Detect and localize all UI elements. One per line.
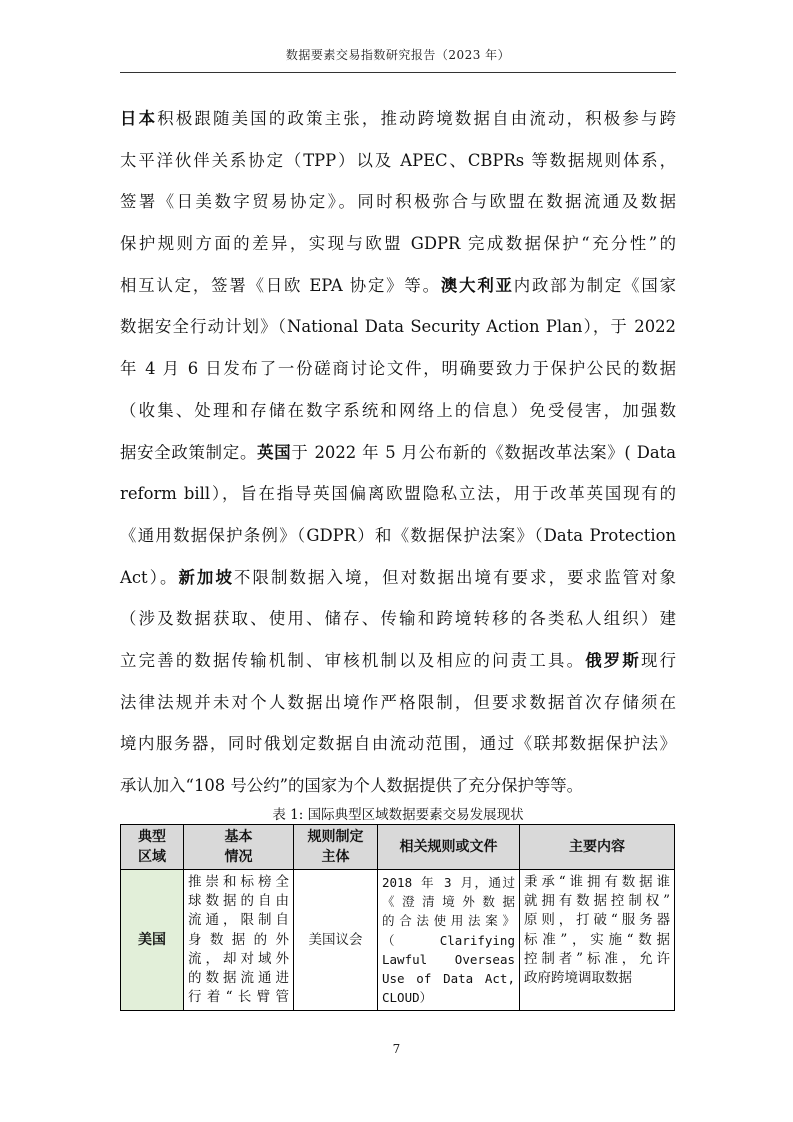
text-line: [120, 140, 676, 182]
cell-line: 流，却对域外: [188, 950, 289, 967]
cell-maker: 美国议会: [294, 870, 378, 1011]
column-header-line: 规则制定: [307, 829, 364, 845]
body-paragraph: [120, 98, 676, 807]
text-line: [120, 723, 676, 765]
column-header-line: 典型: [138, 829, 166, 845]
cell-line: 的数据流通进: [188, 970, 289, 987]
table-row: [121, 870, 675, 1011]
text-segment: 相互认定，签署《日欧 EPA 协定》等。: [120, 275, 441, 295]
data-table: [120, 824, 675, 1011]
text-segment: 数据安全行动计划》（National Data Security Action Plan），于 2022: [120, 317, 676, 337]
text-segment: 于 2022 年 5 月公布新的《数据改革法案》( Data: [291, 442, 677, 462]
country-name: 俄罗斯: [585, 650, 642, 670]
cell-line: Use of Data Act,: [382, 971, 515, 987]
text-line: [120, 765, 676, 807]
text-segment: 现行: [641, 650, 677, 670]
text-line: [120, 265, 676, 307]
column-header: [294, 825, 378, 870]
cell-line: 秉承“谁拥有数据谁: [524, 874, 670, 890]
country-name: 日本: [120, 109, 158, 128]
column-header-line: 区域: [138, 849, 166, 865]
column-header-line: 基本: [224, 829, 253, 845]
text-line: [120, 432, 676, 474]
text-segment: 太平洋伙伴关系协定（TPP）以及 APEC、CBPRs 等数据规则体系，: [120, 150, 676, 170]
cell-line: 的合法使用法案》: [382, 913, 515, 929]
text-segment: （收集、处理和存储在数字系统和网络上的信息）免受侵害，加强数: [120, 400, 676, 420]
text-segment: 《通用数据保护条例》（GDPR）和《数据保护法案》（Data Protection: [120, 525, 676, 545]
text-line: [120, 348, 676, 390]
cell-situation: [184, 870, 294, 1011]
text-line: [120, 473, 676, 515]
cell-line: 推崇和标榜全: [188, 874, 289, 890]
text-line: [120, 306, 676, 348]
country-name: 新加坡: [178, 567, 235, 587]
table-caption: 表 1: 国际典型区域数据要素交易发展现状: [272, 807, 524, 823]
column-header: [184, 825, 294, 870]
text-line: [120, 557, 676, 599]
text-line: [120, 682, 676, 724]
text-segment: 年 4 月 6 日发布了一份磋商讨论文件，明确要致力于保护公民的数据: [120, 359, 676, 379]
text-segment: 法律法规并未对个人数据出境作严格限制，但要求数据首次存储须在: [120, 692, 676, 712]
cell-line: 标准”，实施“数据: [524, 931, 670, 948]
text-segment: 境内服务器，同时俄划定数据自由流动范围，通过《联邦数据保护法》: [120, 734, 676, 754]
cell-region: 美国: [121, 870, 184, 1011]
cell-line: （ Clarifying: [382, 932, 515, 948]
cell-line: 身数据的外: [188, 931, 289, 948]
cell-line: 《澄清境外数据: [382, 894, 515, 910]
country-name: 英国: [257, 442, 292, 462]
text-segment: 不限制数据入境，但对数据出境有要求，要求监管对象: [234, 567, 677, 587]
cell-line: 2018 年 3 月，通过: [382, 875, 515, 890]
cell-line: 原则，打破“服务器: [524, 912, 670, 929]
text-line: [120, 181, 676, 223]
text-line: [120, 640, 676, 682]
text-line: [120, 98, 676, 140]
text-segment: 内政部为制定《国家: [513, 275, 677, 295]
text-line: [120, 223, 676, 265]
cell-line: 行着“长臂管: [188, 989, 289, 1006]
header-divider: [120, 72, 676, 73]
text-line: [120, 515, 676, 557]
cell-line: CLOUD）: [382, 990, 433, 1006]
text-segment: 积极跟随美国的政策主张，推动跨境数据自由流动，积极参与跨: [157, 109, 677, 128]
table-header-row: [121, 825, 675, 870]
page-header: 数据要素交易指数研究报告（2023 年）: [285, 48, 511, 62]
text-segment: 立完善的数据传输机制、审核机制以及相应的问责工具。: [120, 650, 586, 670]
cell-line: 就拥有数据控制权”: [524, 893, 670, 910]
column-header-line: 相关规则或文件: [399, 839, 498, 855]
cell-documents: [378, 870, 520, 1011]
column-header: [520, 825, 675, 870]
page-number: 7: [392, 1042, 401, 1056]
text-segment: 据安全政策制定。: [120, 442, 258, 462]
cell-content: [520, 870, 675, 1011]
column-header-line: 情况: [224, 849, 253, 865]
text-segment: 签署《日美数字贸易协定》。同时积极弥合与欧盟在数据流通及数据: [120, 192, 676, 212]
cell-line: Lawful Overseas: [382, 951, 515, 967]
cell-line: 控制者”标准，允许: [524, 950, 670, 967]
text-line: [120, 390, 676, 432]
text-segment: Act）。: [120, 567, 179, 587]
text-segment: 保护规则方面的差异，实现与欧盟 GDPR 完成数据保护“充分性”的: [120, 234, 676, 254]
cell-line: 流通，限制自: [188, 912, 289, 929]
column-header-line: 主要内容: [569, 839, 625, 855]
text-segment: （涉及数据获取、使用、储存、传输和跨境转移的各类私人组织）建: [120, 609, 676, 629]
column-header-line: 主体: [321, 849, 350, 865]
column-header: [378, 825, 520, 870]
cell-line: 政府跨境调取数据: [524, 970, 632, 987]
text-line: [120, 598, 676, 640]
column-header: [121, 825, 184, 870]
country-name: 澳大利亚: [440, 275, 514, 295]
text-segment: reform bill），旨在指导英国偏离欧盟隐私立法，用于改革英国现有的: [120, 484, 676, 504]
cell-line: 球数据的自由: [188, 893, 289, 910]
text-segment: 承认加入“108 号公约”的国家为个人数据提供了充分保护等等。: [120, 776, 584, 795]
